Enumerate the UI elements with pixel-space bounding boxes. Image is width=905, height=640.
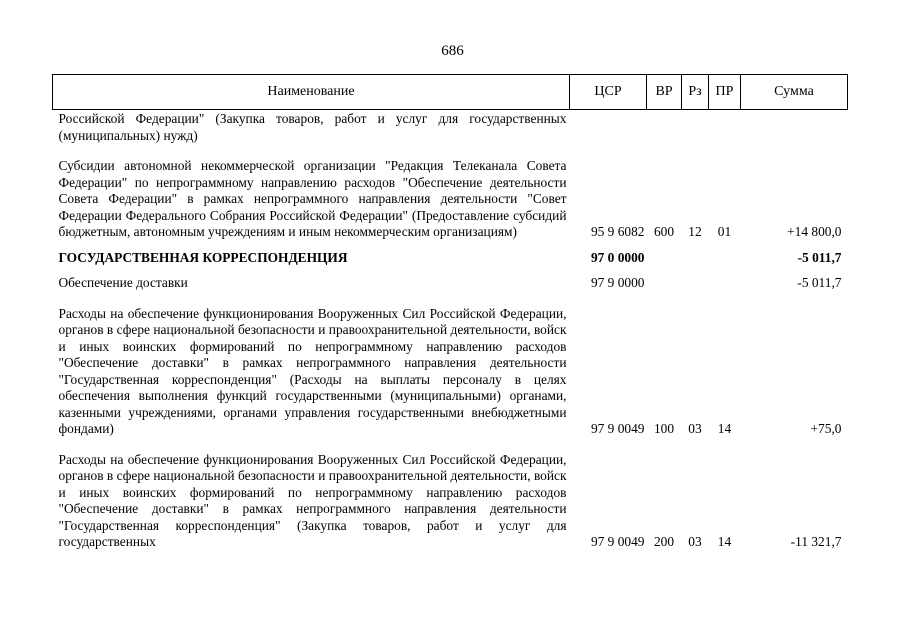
row-name: Субсидии автономной некоммерческой организации "Редакция Телеканала Совета Федерации" по непрограммному направлению расходов "Обеспечение деятельности Совета Федерации" в рамках непрограммного направления деятельности "Совет Федерации Федерального Собрания Российской Федерации" (Предоставление субсидий бюджетным, автономным учреждениям и иным некоммерческим организациям): [58, 158, 567, 239]
row-vr: [647, 241, 682, 267]
row-pr: [709, 266, 741, 292]
table-row: [53, 292, 848, 438]
row-rz: 12: [688, 224, 702, 239]
page-number: 686: [441, 43, 464, 59]
row-name: Обеспечение доставки: [58, 275, 188, 290]
row-sum: +75,0: [810, 421, 842, 436]
row-sum: +14 800,0: [787, 224, 842, 239]
table-row: [53, 266, 848, 292]
row-pr: 14: [717, 421, 732, 436]
table-header-row: [53, 75, 848, 110]
row-pr: [709, 241, 741, 267]
row-vr: 600: [653, 224, 675, 239]
row-csr: 97 0 0000: [590, 249, 645, 265]
row-sum: -5 011,7: [797, 275, 842, 290]
row-csr: 97 9 0049: [590, 421, 645, 436]
row-vr: [647, 266, 682, 292]
row-rz: [682, 241, 709, 267]
row-name: Расходы на обеспечение функционирования Вооруженных Сил Российской Федерации, органов в сфере национальной безопасности и правоохранительной деятельности, войск и иных воинских формирований по непрограммному направлению расходов "Обеспечение доставки" в рамках непрограммного направления деятельности "Государственная корреспонденция" (Расходы на выплаты персоналу в целях обеспечения выполнения функций государственными (муниципальными) органами, казенными учреждениями, органами управления государственными внебюджетными фондами): [58, 305, 567, 436]
header-pr: ПР: [709, 75, 741, 110]
budget-table: [52, 74, 848, 551]
row-rz: 03: [688, 534, 702, 549]
row-sum: -5 011,7: [797, 249, 842, 265]
row-sum: [741, 110, 848, 145]
row-rz: [682, 110, 709, 145]
row-csr: [570, 110, 647, 145]
row-vr: 100: [653, 421, 675, 436]
row-rz: 03: [688, 421, 702, 436]
table-row: [53, 110, 848, 145]
row-pr: 01: [717, 224, 732, 239]
row-csr: 97 9 0000: [590, 275, 645, 290]
row-csr: 97 9 0049: [590, 534, 645, 549]
header-csr: ЦСР: [570, 75, 647, 110]
table-row: [53, 241, 848, 267]
row-name: Российской Федерации" (Закупка товаров, работ и услуг для государственных (муниципальных) нужд): [58, 111, 567, 143]
row-pr: 14: [717, 534, 732, 549]
header-rz: Рз: [682, 75, 709, 110]
row-name: ГОСУДАРСТВЕННАЯ КОРРЕСПОНДЕНЦИЯ: [58, 249, 348, 265]
header-name: Наименование: [53, 75, 570, 110]
table-row: [53, 144, 848, 241]
row-vr: 200: [653, 534, 675, 549]
row-rz: [682, 266, 709, 292]
row-vr: [647, 110, 682, 145]
header-sum: Сумма: [741, 75, 848, 110]
row-sum: -11 321,7: [790, 534, 842, 549]
table-row: [53, 438, 848, 551]
row-name: Расходы на обеспечение функционирования Вооруженных Сил Российской Федерации, органов в сфере национальной безопасности и правоохранительной деятельности, войск и иных воинских формирований по непрограммному направлению расходов "Обеспечение доставки" в рамках непрограммного направления деятельности "Государственная корреспонденция" (Закупка товаров, работ и услуг для государственных: [58, 451, 567, 549]
header-vr: ВР: [647, 75, 682, 110]
row-csr: 95 9 6082: [590, 224, 645, 239]
row-pr: [709, 110, 741, 145]
